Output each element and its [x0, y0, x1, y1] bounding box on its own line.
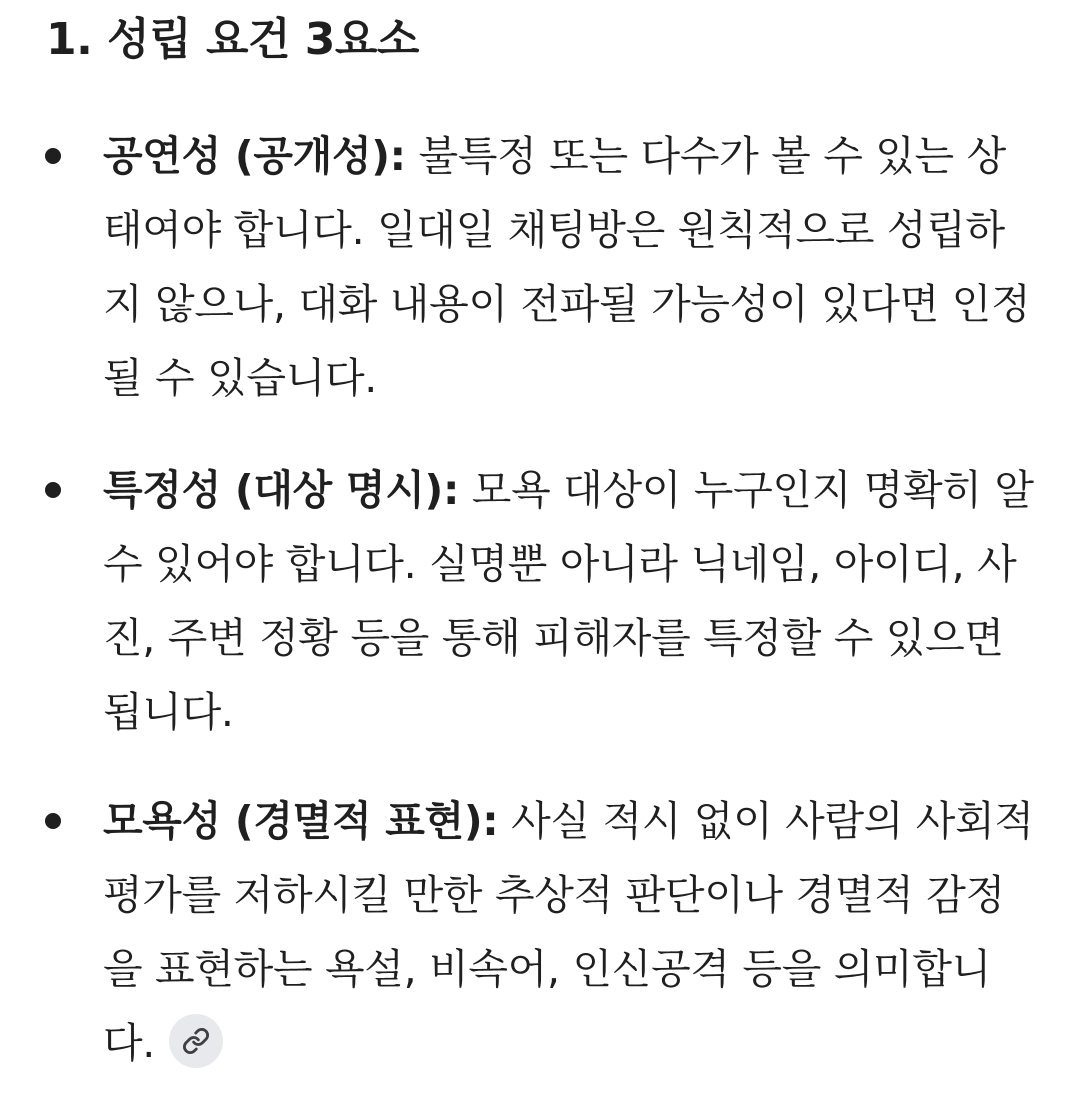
list-item-publicity: [103, 119, 1043, 415]
item-text: 모욕 대상이 누구인지 명확히 알 수 있어야 합니다. 실명뿐 아니라 닉네임, 아이디, 사진, 주변 정황 등을 통해 피해자를 특정할 수 있으면 됩니다.: [103, 466, 1034, 736]
item-term: 특정성 (대상 명시):: [103, 466, 460, 514]
item-term: 공연성 (공개성):: [103, 132, 406, 180]
link-icon: [182, 1027, 210, 1055]
bullet-icon: [45, 813, 61, 829]
item-text: 불특정 또는 다수가 볼 수 있는 상태여야 합니다. 일대일 채팅방은 원칙적으로 성립하지 않으나, 대화 내용이 전파될 가능성이 있다면 인정될 수 있습니다.: [103, 132, 1031, 402]
item-text: 사실 적시 없이 사람의 사회적 평가를 저하시킬 만한 추상적 판단이나 경멸적 감정을 표현하는 욕설, 비속어, 인신공격 등을 의미합니다.: [103, 797, 1034, 1067]
bullet-icon: [45, 482, 61, 498]
bullet-icon: [45, 148, 61, 164]
section-heading: 1. 성립 요건 3요소: [46, 14, 419, 65]
item-term: 모욕성 (경멸적 표현):: [103, 797, 499, 845]
list-item-specificity: [103, 453, 1043, 749]
source-link-button[interactable]: [169, 1014, 223, 1068]
list-item-insult: [103, 784, 1043, 1080]
